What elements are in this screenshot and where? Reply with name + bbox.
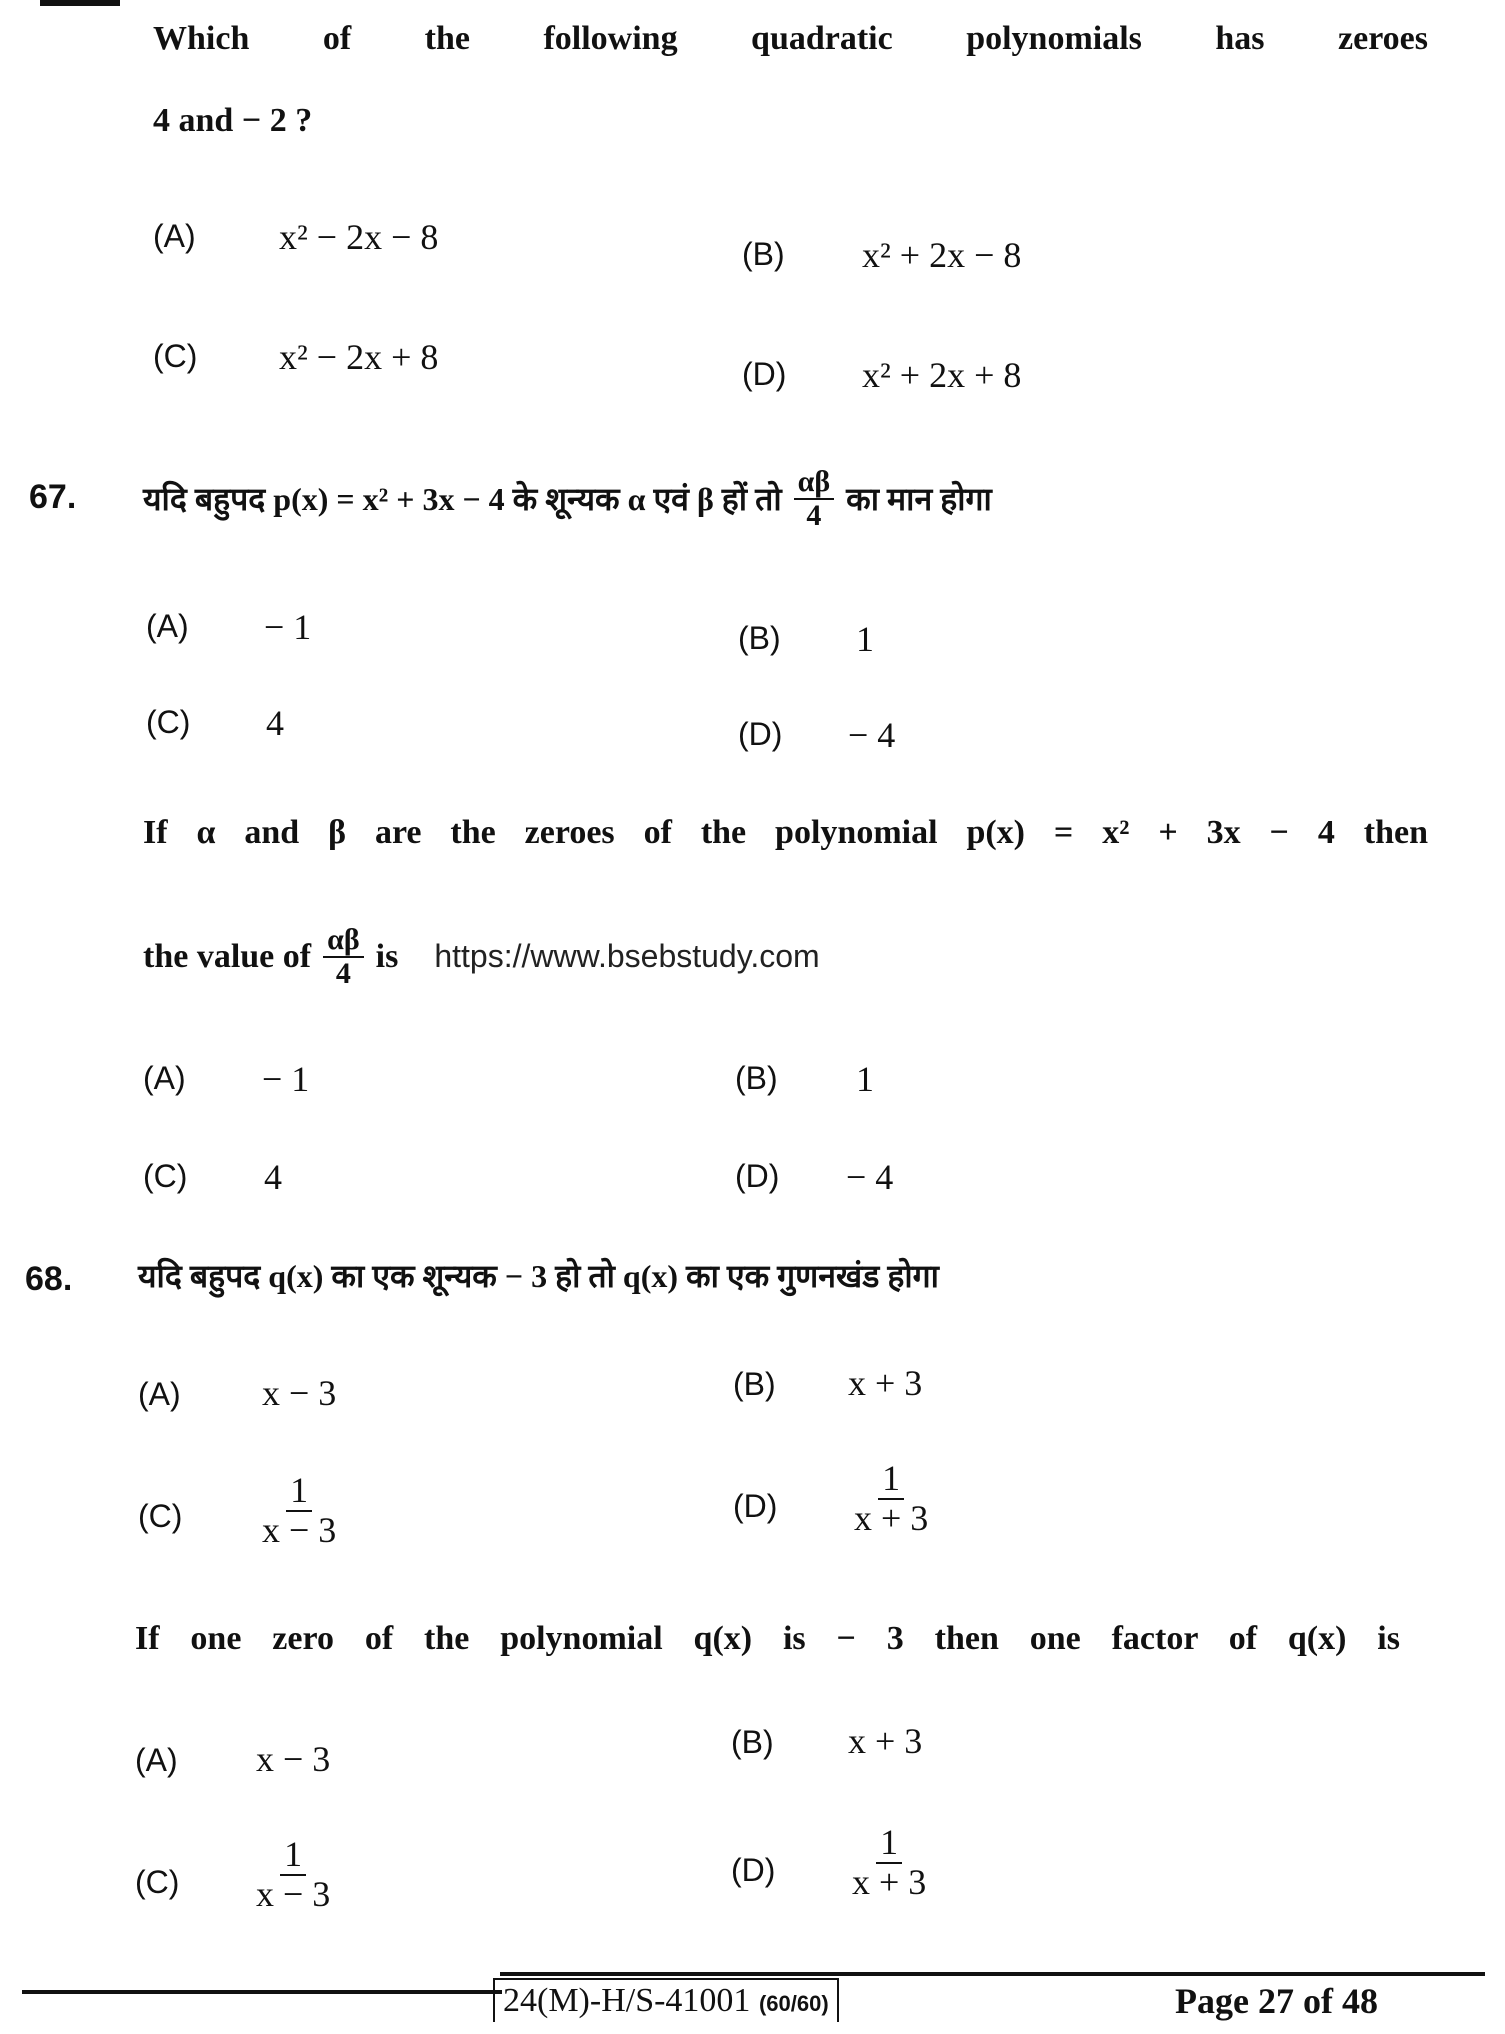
q67-e-option-c-label: (C) [143, 1158, 188, 1194]
fraction-numerator: 1 [280, 1836, 306, 1876]
q68-e-option-d-label: (D) [731, 1852, 776, 1888]
q66-option-a: x² − 2x − 8 [279, 217, 439, 257]
q68-h-option-d [854, 1460, 928, 1538]
q67-english-suffix: is [375, 937, 399, 975]
q66-option-b: x² + 2x − 8 [862, 235, 1022, 275]
q67-h-option-b-label: (B) [738, 620, 781, 656]
q67-hindi-prefix: यदि बहुपद p(x) = x² + 3x − 4 के शून्यक α एवं β हों तो [143, 481, 782, 517]
top-rule [40, 0, 120, 6]
q68-h-option-b: x + 3 [848, 1363, 923, 1403]
q66-option-b-label: (B) [742, 236, 785, 272]
q68-e-option-d [852, 1824, 926, 1902]
q66-text-line1: Which of the following quadratic polynomials has zeroes [153, 20, 1428, 57]
fraction-denominator: x + 3 [854, 1497, 929, 1538]
fraction-denominator: x + 3 [852, 1861, 927, 1902]
q68-hindi-question: यदि बहुपद q(x) का एक शून्यक − 3 हो तो q(x) का एक गुणनखंड होगा [138, 1258, 939, 1294]
q67-h-option-d: − 4 [848, 715, 896, 755]
q67-h-option-c: 4 [266, 703, 284, 743]
q67-h-option-d-label: (D) [738, 716, 783, 752]
q68-h-option-d-label: (D) [733, 1488, 778, 1524]
q68-e-option-b: x + 3 [848, 1721, 923, 1761]
q67-h-option-b: 1 [856, 619, 874, 659]
q67-e-option-d-label: (D) [735, 1158, 780, 1194]
q67-english-fraction [323, 924, 364, 989]
q66-option-d-label: (D) [742, 356, 787, 392]
q68-h-option-b-label: (B) [733, 1366, 776, 1402]
fraction-numerator: αβ [323, 924, 364, 958]
paper-code-text: 24(M)-H/S-41001 [503, 1982, 751, 2019]
footer-rule-right [500, 1972, 1485, 1976]
q67-e-option-a: − 1 [262, 1059, 310, 1099]
paper-code [493, 1978, 839, 2022]
fraction-denominator: 4 [806, 498, 822, 532]
q68-english-question: If one zero of the polynomial q(x) is − 3 then one factor of q(x) is [135, 1620, 1400, 1657]
q67-hindi-suffix: का मान होगा [846, 481, 992, 517]
q68-e-option-c-label: (C) [135, 1864, 180, 1900]
q68-h-option-c [262, 1472, 336, 1550]
q67-h-option-c-label: (C) [146, 704, 191, 740]
q68-h-option-a: x − 3 [262, 1373, 337, 1413]
q67-english-prefix: the value of [143, 937, 312, 975]
page-number: Page 27 of 48 [1175, 1981, 1378, 2021]
q67-number: 67. [29, 478, 77, 516]
q67-e-option-d: − 4 [846, 1157, 894, 1197]
fraction-denominator: x − 3 [256, 1873, 331, 1914]
q68-h-option-a-label: (A) [138, 1376, 181, 1412]
q67-english-line1: If α and β are the zeroes of the polynomial p(x) = x² + 3x − 4 then [143, 814, 1428, 851]
q67-e-option-c: 4 [264, 1157, 282, 1197]
q67-h-option-a: − 1 [264, 607, 312, 647]
fraction-denominator: 4 [335, 956, 351, 990]
footer-rule-left [22, 1990, 502, 1994]
q67-e-option-a-label: (A) [143, 1060, 186, 1096]
paper-code-small: (60/60) [758, 1991, 829, 2016]
q67-h-option-a-label: (A) [146, 608, 189, 644]
fraction-denominator: x − 3 [262, 1509, 337, 1550]
q68-e-option-a-label: (A) [135, 1742, 178, 1778]
q68-number: 68. [25, 1260, 73, 1298]
q68-e-option-b-label: (B) [731, 1724, 774, 1760]
q66-option-a-label: (A) [153, 218, 196, 254]
q66-option-d: x² + 2x + 8 [862, 355, 1022, 395]
q67-e-option-b: 1 [856, 1059, 874, 1099]
q67-e-option-b-label: (B) [735, 1060, 778, 1096]
q68-h-option-c-label: (C) [138, 1498, 183, 1534]
q66-option-c: x² − 2x + 8 [279, 337, 439, 377]
fraction-numerator: 1 [286, 1472, 312, 1512]
fraction-numerator: 1 [876, 1824, 902, 1864]
q67-english-line2 [143, 924, 820, 989]
q66-text-line2: 4 and − 2 ? [153, 102, 313, 139]
q68-e-option-c [256, 1836, 330, 1914]
q67-fraction [794, 466, 835, 531]
q67-hindi-question [143, 466, 992, 531]
fraction-numerator: 1 [878, 1460, 904, 1500]
q68-e-option-a: x − 3 [256, 1739, 331, 1779]
watermark-url[interactable]: https://www.bsebstudy.com [434, 938, 820, 974]
q66-option-c-label: (C) [153, 338, 198, 374]
fraction-numerator: αβ [794, 466, 835, 500]
